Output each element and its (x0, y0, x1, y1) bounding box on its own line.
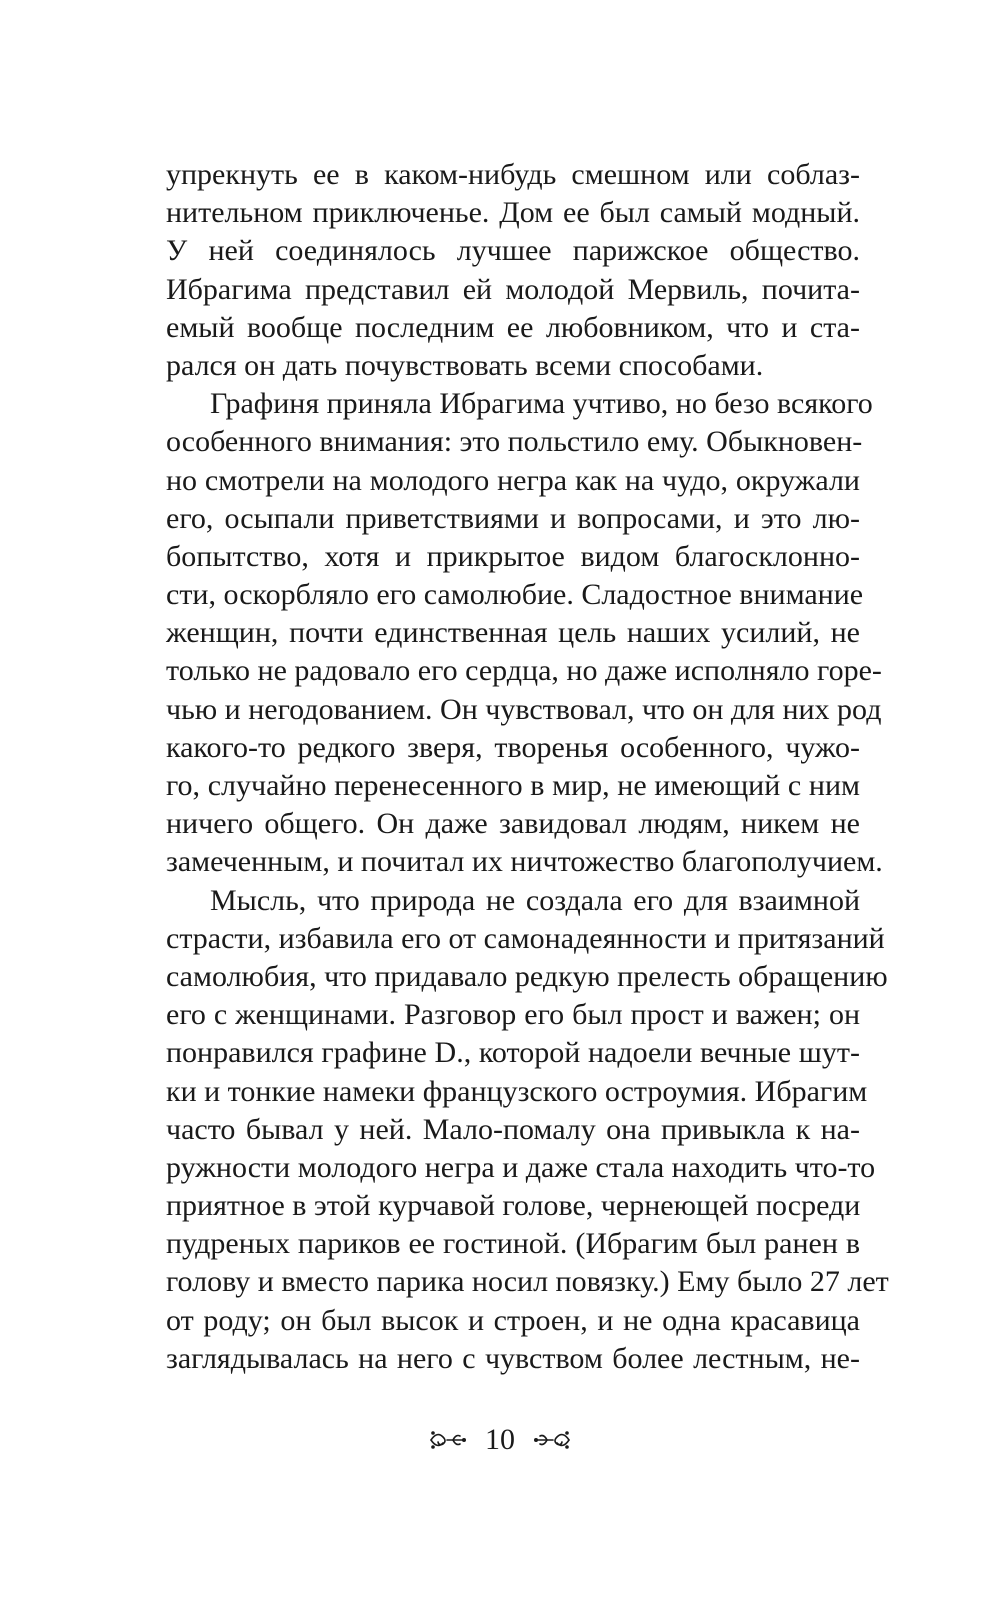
text-line: емый вообще последним ее любовником, что и ста- (166, 310, 860, 344)
text-line: заглядывалась на него с чувством более лестным, не- (166, 1341, 860, 1375)
text-line: особенного внимания: это польстило ему. Обыкновен- (166, 425, 863, 459)
text-line: ружности молодого негра и даже стала находить что-то (166, 1150, 876, 1184)
left-ornament-icon (427, 1427, 467, 1453)
text-line: страсти, избавила его от самонадеянности и притязаний (166, 921, 885, 955)
text-line: ки и тонкие намеки французского остроумия. Ибрагим (166, 1074, 868, 1108)
body-text (166, 156, 889, 1378)
text-line: какого-то редкого зверя, творенья особенного, чужо- (166, 730, 860, 764)
paragraph-first-line: Мысль, что природа не создала его для взаимной (210, 883, 860, 917)
text-line: его, осыпали приветствиями и вопросами, и это лю- (166, 501, 860, 535)
text-line: сти, оскорбляло его самолюбие. Сладостное внимание (166, 578, 864, 612)
text-line: голову и вместо парика носил повязку.) Ему было 27 лет (166, 1265, 889, 1299)
text-line: Ибрагима представил ей молодой Мервиль, почита- (166, 272, 860, 306)
text-line: часто бывал у ней. Мало-помалу она привыкла к на- (166, 1112, 860, 1146)
text-line: бопытство, хотя и прикрытое видом благосклонно- (166, 539, 860, 573)
text-line: самолюбия, что придавало редкую прелесть обращению (166, 959, 888, 993)
paragraph-first-line: Графиня приняла Ибрагима учтиво, но безо всякого (210, 387, 873, 421)
text-line: женщин, почти единственная цель наших усилий, не (166, 616, 860, 650)
text-line: приятное в этой курчавой голове, чернеющей посреди (166, 1189, 861, 1223)
text-line: У ней соединялось лучшее парижское общество. (166, 234, 860, 268)
text-line: нительном приключенье. Дом ее был самый модный. (166, 196, 860, 230)
text-line: замеченным, и почитал их ничтожество благополучием. (166, 845, 883, 879)
text-line: от роду; он был высок и строен, и не одна красавица (166, 1303, 860, 1337)
page-footer (0, 1418, 1000, 1462)
text-line: го, случайно перенесенного в мир, не имеющий с ним (166, 769, 860, 802)
text-line: его с женщинами. Разговор его был прост и важен; он (166, 998, 860, 1032)
text-line: рался он дать почувствовать всеми способами. (166, 348, 764, 382)
text-line: упрекнуть ее в каком-нибудь смешном или соблаз- (166, 158, 860, 191)
page-number: 10 (485, 1423, 515, 1456)
right-ornament-icon (533, 1427, 573, 1453)
text-line: ничего общего. Он даже завидовал людям, никем не (166, 807, 860, 841)
text-line: но смотрели на молодого негра как на чудо, окружали (166, 463, 860, 497)
text-line: только не радовало его сердца, но даже исполняло горе- (166, 654, 882, 688)
text-line: пудреных париков ее гостиной. (Ибрагим был ранен в (166, 1227, 860, 1261)
text-line: понравился графине D., которой надоели вечные шут- (166, 1036, 860, 1070)
text-line: чью и негодованием. Он чувствовал, что он для них род (166, 692, 882, 726)
